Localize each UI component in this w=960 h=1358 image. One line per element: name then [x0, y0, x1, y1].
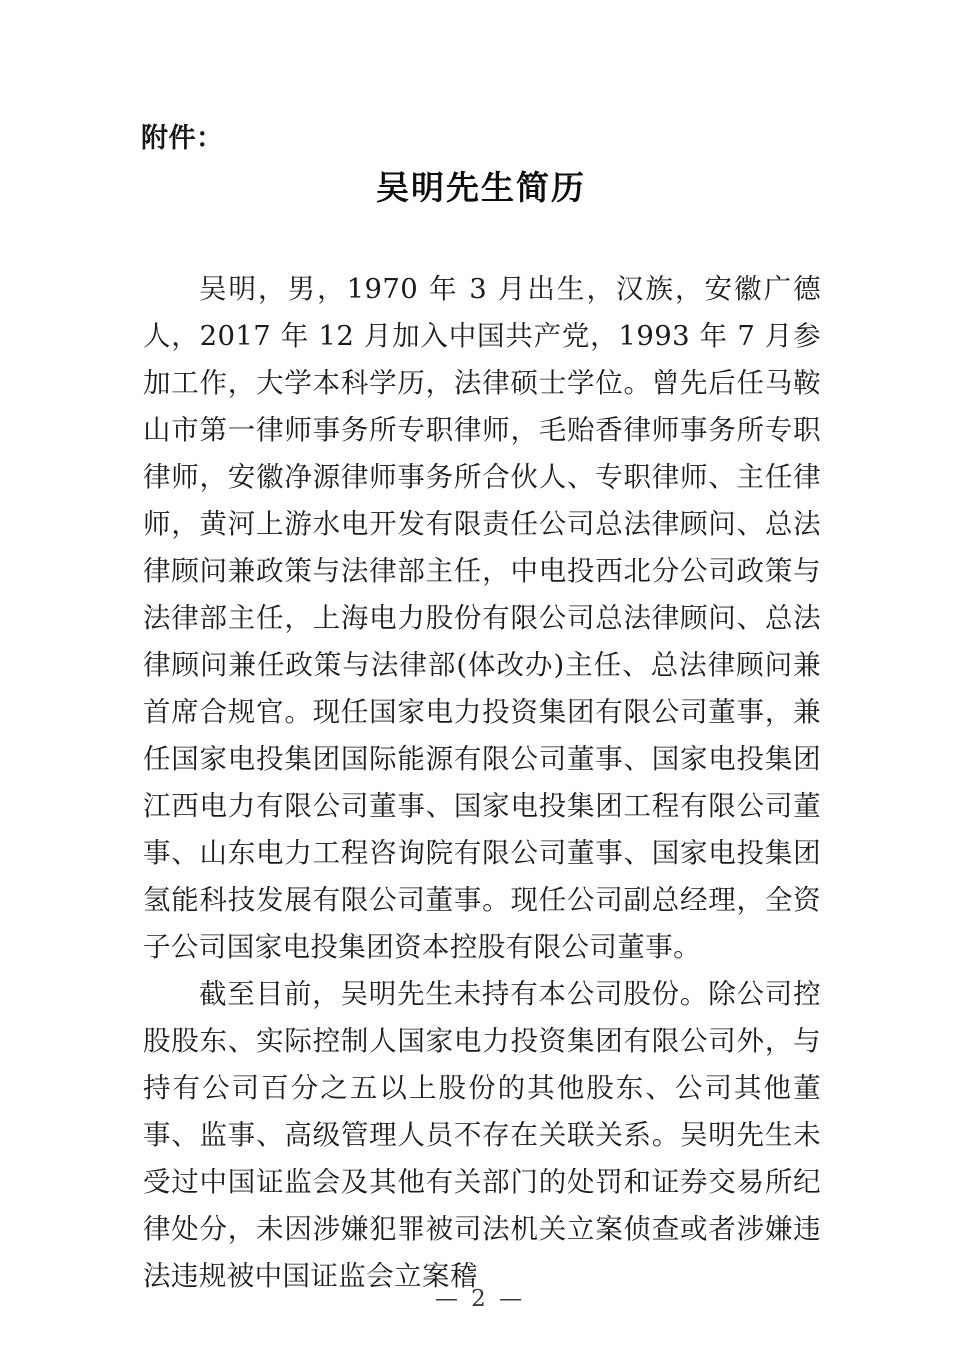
paragraph-biography: 吴明，男，1970 年 3 月出生，汉族，安徽广德人，2017 年 12 月加入中国共产党，1993 年 7 月参加工作，大学本科学历，法律硕士学位。曾先后任马鞍山市第一律师事务所专职律师，毛贻香律师事务所专职律师，安徽净源律师事务所合伙人、专职律师、主任律师，黄河上游水电开发有限责任公司总法律顾问、总法律顾问兼政策与法律部主任，中电投西北分公司政策与法律部主任，上海电力股份有限公司总法律顾问、总法律顾问兼任政策与法律部(体改办)主任、总法律顾问兼首席合规官。现任国家电力投资集团有限公司董事，兼任国家电投集团国际能源有限公司董事、国家电投集团江西电力有限公司董事、国家电投集团工程有限公司董事、山东电力工程咨询院有限公司董事、国家电投集团氢能科技发展有限公司董事。现任公司副总经理，全资子公司国家电投集团资本控股有限公司董事。 — [143, 273, 821, 963]
page-title: 吴明先生简历 — [376, 169, 586, 206]
attachment-label: 附件： — [141, 123, 224, 153]
paragraph-disclosure: 截至目前，吴明先生未持有本公司股份。除公司控股股东、实际控制人国家电力投资集团有限公司外，与持有公司百分之五以上股份的其他股东、公司其他董事、监事、高级管理人员不存在关联关系。吴明先生未受过中国证监会及其他有关部门的处罚和证券交易所纪律处分，未因涉嫌犯罪被司法机关立案侦查或者涉嫌违法违规被中国证监会立案稽 — [143, 978, 821, 1292]
document-body — [143, 266, 821, 1300]
page-number-footer: — 2 — — [434, 1286, 526, 1312]
